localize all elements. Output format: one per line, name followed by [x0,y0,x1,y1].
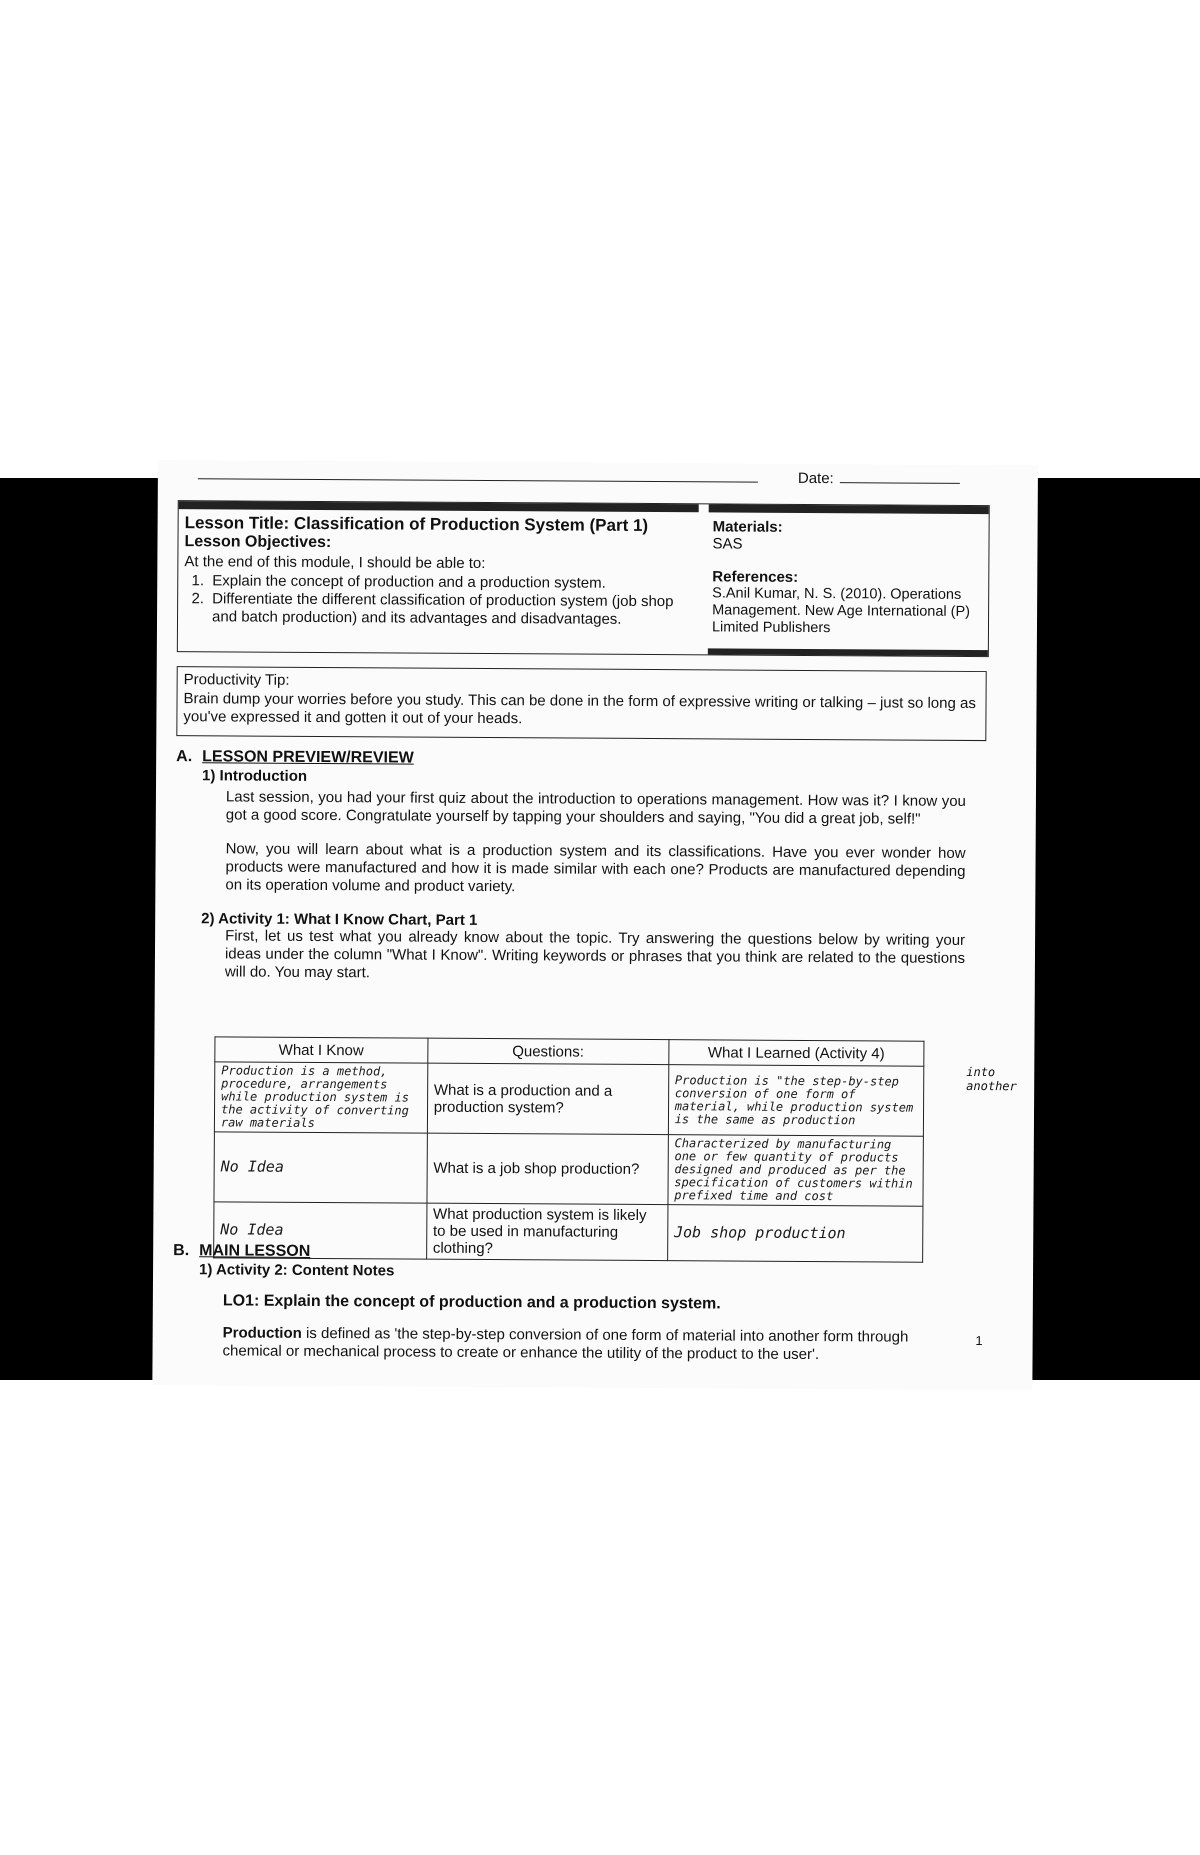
what-i-know-chart [213,1036,924,1262]
table-row [214,1062,923,1136]
handwritten-answer: Production is a method, procedure, arrangements while production system is the activity of converting raw materials [214,1062,427,1133]
handwritten-answer: Production is "the step-by-step conversion of one form of material, while production system is the same as production [668,1065,924,1137]
production-definition: Production is defined as 'the step-by-step conversion of one form of material into another form through chemical or mechanical process to create or enhance the utility of the product to the user'. [222,1324,909,1364]
activity-1-paragraph: First, let us test what you already know about the topic. Try answering the questions below by writing your ideas under the column "What I Know". Writing keywords or phrases that you think are related to the questions will do. You may start. [224,927,966,982]
table-row [214,1132,923,1206]
column-header: Questions: [428,1038,669,1064]
column-header: What I Know [215,1037,428,1063]
handwritten-answer: No Idea [214,1132,427,1203]
objective-item: 1. Explain the concept of production and a production system. [208,572,698,593]
materials-label: Materials: [712,518,783,536]
activity-1-heading: 2) Activity 1: What I Know Chart, Part 1 [201,910,478,929]
references-label: References: [712,568,799,586]
handwritten-answer: No Idea [214,1202,427,1259]
tip-text: Brain dump your worries before you study. This can be done in the form of expressive writing or talking – just so long as you've expressed it and gotten it out of your heads. [183,690,976,728]
introduction-heading: 1) Introduction [202,767,308,785]
lesson-objectives-label: Lesson Objectives: [184,533,332,552]
lo1-heading: LO1: Explain the concept of production and a production system. [222,1292,721,1313]
objectives-list [208,572,698,629]
section-b [173,1242,994,1365]
objective-item: 2. Differentiate the different classification of production system (job shop and batch production) and its advantages and disadvantages. [208,590,698,629]
lesson-title: Lesson Title: Classification of Production System (Part 1) [184,513,649,535]
handwritten-overflow-note: into another [966,1064,1017,1094]
column-header: What I Learned (Activity 4) [669,1040,924,1067]
section-a-heading: A. LESSON PREVIEW/REVIEW [176,748,414,767]
introduction-paragraph-2: Now, you will learn about what is a production system and its classifications. Have you ever wonder how products were manufactured and how it is made similar with each one? Products are manufactured depending on its operation volume and product variety. [225,840,966,896]
question-cell: What production system is likely to be used in manufacturing clothing? [426,1203,667,1260]
lesson-header [177,500,990,657]
page-number: 1 [975,1333,983,1349]
handwritten-answer: Characterized by manufacturing one or few quantity of products designed and produced as per the specification of customers within prefixed time and cost [668,1135,924,1207]
materials-references [708,504,989,656]
references-value: S.Anil Kumar, N. S. (2010). Operations Management. New Age International (P) Limited Publishers [711,585,971,637]
objectives-intro: At the end of this module, I should be able to: [184,553,486,573]
handwritten-answer: Job shop production [667,1205,923,1263]
worksheet-page [152,460,1038,1390]
productivity-tip [176,666,986,741]
tip-label: Productivity Tip: [183,671,290,689]
section-b-heading: B. MAIN LESSON [173,1242,311,1260]
section-a [175,748,996,986]
name-line [198,478,758,482]
introduction-paragraph-1: Last session, you had your first quiz about the introduction to operations management. How was it? I know you got a good score. Congratulate yourself by tapping your shoulders and saying, "You did a great job, self!" [225,788,966,828]
question-cell: What is a job shop production? [427,1133,668,1204]
question-cell: What is a production and a production system? [427,1063,668,1134]
activity-2-heading: 1) Activity 2: Content Notes [199,1261,395,1280]
date-field: Date: [798,470,960,488]
materials-value: SAS [712,535,743,553]
lesson-info [178,501,699,654]
